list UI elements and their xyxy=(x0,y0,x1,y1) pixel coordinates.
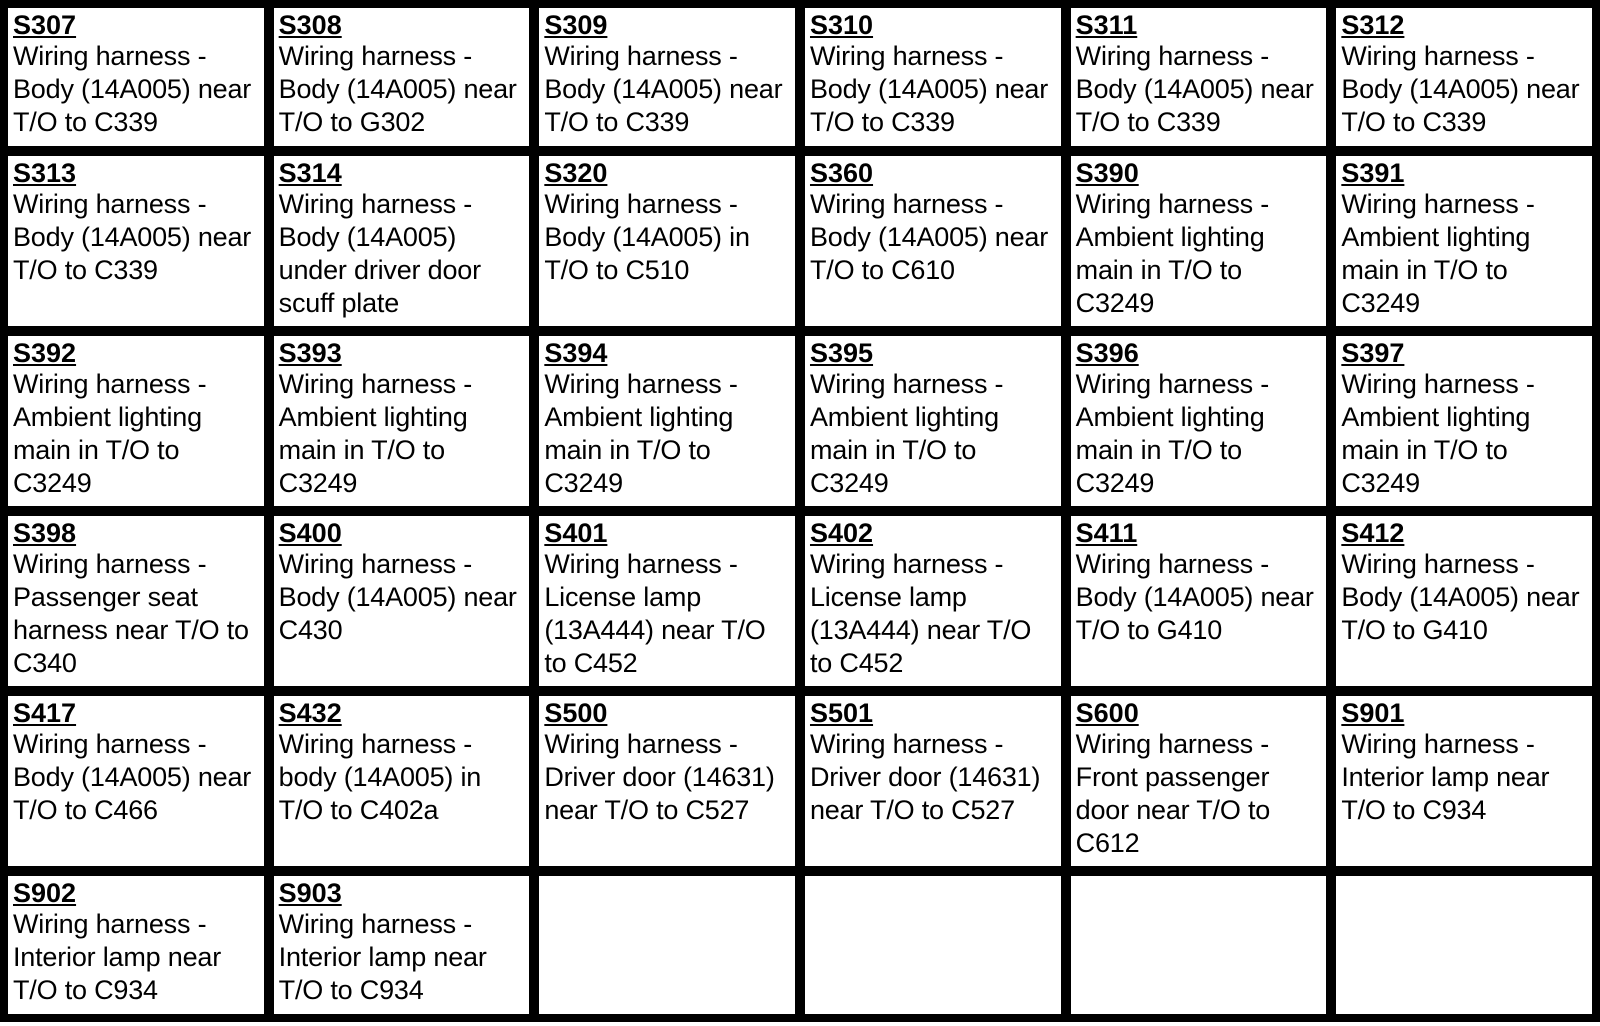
splice-cell xyxy=(1068,5,1330,149)
splice-cell xyxy=(536,513,798,689)
splice-description: Wiring harness - Body (14A005) near T/O to C339 xyxy=(544,41,783,137)
splice-code[interactable]: S320 xyxy=(544,158,608,188)
splice-code[interactable]: S391 xyxy=(1341,158,1405,188)
splice-code[interactable]: S417 xyxy=(13,698,77,728)
splice-code[interactable]: S400 xyxy=(278,518,342,548)
splice-cell xyxy=(271,693,533,869)
empty-cell xyxy=(536,873,798,1017)
splice-code[interactable]: S402 xyxy=(809,518,874,548)
splice-code[interactable]: S307 xyxy=(13,10,77,40)
splice-cell xyxy=(1068,153,1330,329)
splice-description: Wiring harness - Ambient lighting main in T/O to C3249 xyxy=(809,369,1004,498)
splice-cell xyxy=(271,513,533,689)
splice-code[interactable]: S309 xyxy=(544,10,608,40)
splice-code[interactable]: S903 xyxy=(278,878,342,908)
splice-description: Wiring harness - Body (14A005) near C430 xyxy=(278,549,517,645)
splice-description: Wiring harness - Body (14A005) near T/O to G410 xyxy=(1075,549,1314,645)
splice-cell xyxy=(536,5,798,149)
splice-code[interactable]: S412 xyxy=(1341,518,1405,548)
splice-code[interactable]: S411 xyxy=(1075,518,1138,548)
splice-cell xyxy=(802,513,1064,689)
splice-description: Wiring harness - Ambient lighting main in T/O to C3249 xyxy=(544,369,738,498)
splice-cell xyxy=(536,153,798,329)
splice-description: Wiring harness - Driver door (14631) near T/O to C527 xyxy=(544,729,775,825)
splice-cell xyxy=(802,333,1064,509)
splice-code[interactable]: S308 xyxy=(278,10,342,40)
splice-cell xyxy=(1068,333,1330,509)
splice-description: Wiring harness - Driver door (14631) near T/O to C527 xyxy=(809,729,1041,825)
splice-cell xyxy=(1333,333,1595,509)
splice-description: Wiring harness - Body (14A005) near T/O to C339 xyxy=(13,41,252,137)
splice-description: Wiring harness - Body (14A005) near T/O to C610 xyxy=(809,189,1049,285)
splice-code[interactable]: S500 xyxy=(544,698,608,728)
splice-cell xyxy=(271,5,533,149)
splice-description: Wiring harness - Ambient lighting main in T/O to C3249 xyxy=(13,369,207,498)
splice-code[interactable]: S313 xyxy=(13,158,77,188)
splice-cell xyxy=(1333,693,1595,869)
splice-code[interactable]: S401 xyxy=(544,518,608,548)
splice-cell xyxy=(5,5,267,149)
splice-description: Wiring harness - Interior lamp near T/O to C934 xyxy=(13,909,221,1005)
splice-code[interactable]: S312 xyxy=(1341,10,1405,40)
splice-cell xyxy=(1333,5,1595,149)
splice-cell xyxy=(5,333,267,509)
splice-description: Wiring harness - body (14A005) in T/O to C402a xyxy=(278,729,482,825)
splice-code[interactable]: S397 xyxy=(1341,338,1405,368)
splice-description: Wiring harness - License lamp (13A444) near T/O to C452 xyxy=(809,549,1032,678)
splice-cell xyxy=(5,513,267,689)
splice-description: Wiring harness - Ambient lighting main in T/O to C3249 xyxy=(1341,189,1535,318)
splice-description: Wiring harness - Body (14A005) near T/O to G302 xyxy=(278,41,517,137)
splice-cell xyxy=(271,873,533,1017)
splice-code[interactable]: S394 xyxy=(544,338,608,368)
splice-cell xyxy=(802,693,1064,869)
splice-description: Wiring harness - Front passenger door near T/O to C612 xyxy=(1075,729,1271,858)
splice-code[interactable]: S395 xyxy=(809,338,874,368)
splice-description: Wiring harness - Ambient lighting main in T/O to C3249 xyxy=(1075,189,1270,318)
splice-description: Wiring harness - Body (14A005) near T/O to C339 xyxy=(13,189,252,285)
splice-cell xyxy=(271,153,533,329)
splice-cell xyxy=(1068,693,1330,869)
splice-code[interactable]: S501 xyxy=(809,698,874,728)
splice-cell xyxy=(5,873,267,1017)
splice-cell xyxy=(802,5,1064,149)
splice-description: Wiring harness - Ambient lighting main in T/O to C3249 xyxy=(278,369,473,498)
splice-cell xyxy=(536,693,798,869)
splice-description: Wiring harness - Body (14A005) near T/O to C466 xyxy=(13,729,252,825)
splice-code[interactable]: S311 xyxy=(1075,10,1138,40)
splice-cell xyxy=(271,333,533,509)
splice-code[interactable]: S314 xyxy=(278,158,342,188)
splice-cell xyxy=(5,153,267,329)
splice-cell xyxy=(1333,153,1595,329)
empty-cell xyxy=(802,873,1064,1017)
splice-code[interactable]: S390 xyxy=(1075,158,1139,188)
splice-description: Wiring harness - Body (14A005) near T/O to C339 xyxy=(1075,41,1314,137)
splice-code[interactable]: S432 xyxy=(278,698,342,728)
splice-code[interactable]: S393 xyxy=(278,338,342,368)
empty-cell xyxy=(1333,873,1595,1017)
splice-code[interactable]: S398 xyxy=(13,518,77,548)
splice-cell xyxy=(536,333,798,509)
splice-code[interactable]: S600 xyxy=(1075,698,1139,728)
splice-cell xyxy=(1333,513,1595,689)
splice-description: Wiring harness - License lamp (13A444) near T/O to C452 xyxy=(544,549,766,678)
splice-description: Wiring harness - Ambient lighting main in T/O to C3249 xyxy=(1075,369,1270,498)
splice-description: Wiring harness - Interior lamp near T/O to C934 xyxy=(278,909,487,1005)
splice-description: Wiring harness - Body (14A005) near T/O to G410 xyxy=(1341,549,1580,645)
splice-cell xyxy=(802,153,1064,329)
splice-description: Wiring harness - Body (14A005) near T/O to C339 xyxy=(1341,41,1580,137)
splice-code[interactable]: S392 xyxy=(13,338,77,368)
splice-code[interactable]: S310 xyxy=(809,10,874,40)
splice-description: Wiring harness - Ambient lighting main in T/O to C3249 xyxy=(1341,369,1535,498)
splice-description: Wiring harness - Passenger seat harness near T/O to C340 xyxy=(13,549,249,678)
splice-description: Wiring harness - Body (14A005) near T/O to C339 xyxy=(809,41,1049,137)
splice-code[interactable]: S901 xyxy=(1341,698,1405,728)
splice-code[interactable]: S902 xyxy=(13,878,77,908)
splice-description: Wiring harness - Body (14A005) under driver door scuff plate xyxy=(278,189,481,318)
splice-code[interactable]: S396 xyxy=(1075,338,1139,368)
splice-code[interactable]: S360 xyxy=(809,158,874,188)
splice-cell xyxy=(5,693,267,869)
splice-cell xyxy=(1068,513,1330,689)
splice-description: Wiring harness - Interior lamp near T/O to C934 xyxy=(1341,729,1550,825)
splice-description: Wiring harness - Body (14A005) in T/O to C510 xyxy=(544,189,750,285)
empty-cell xyxy=(1068,873,1330,1017)
